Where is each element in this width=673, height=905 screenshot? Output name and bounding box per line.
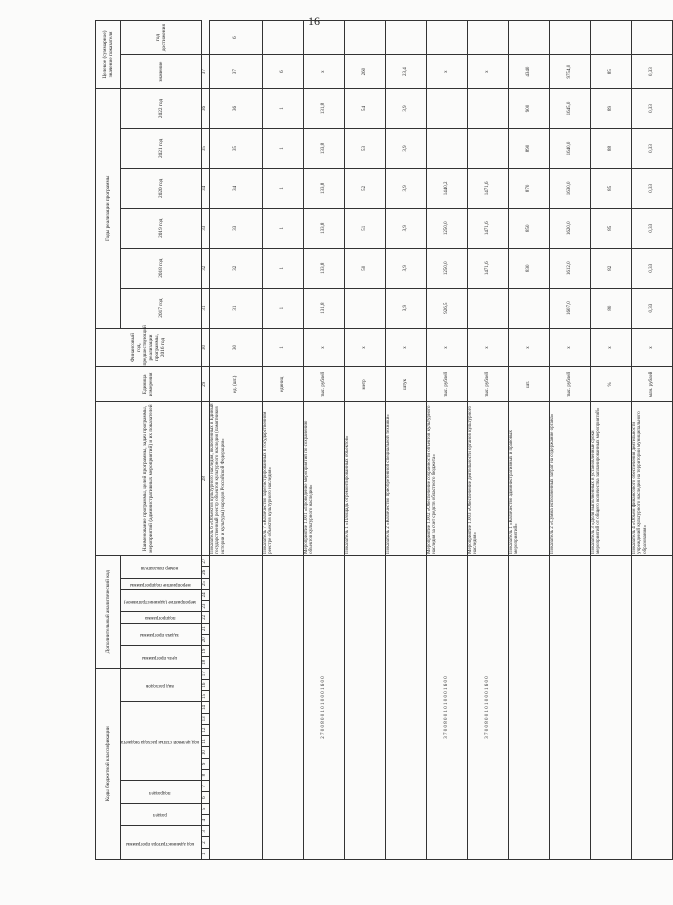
column-number: 8 bbox=[201, 770, 209, 781]
row-codes: 3 7 0 0 8 0 0 1 0 1 0 0 0 1 6 0 0 bbox=[426, 555, 467, 859]
row-target-year bbox=[631, 21, 672, 55]
row-unit: ед. (шт.) bbox=[209, 367, 262, 402]
column-number: 16 bbox=[201, 680, 209, 691]
row-year-value: 33 bbox=[209, 208, 262, 248]
row-year-value: 133,8 bbox=[303, 208, 344, 248]
row-target-year bbox=[262, 21, 303, 55]
row-year-value bbox=[426, 128, 467, 168]
column-number: 5 bbox=[201, 803, 209, 814]
row-year-value bbox=[426, 89, 467, 129]
column-number: 33 bbox=[201, 208, 209, 248]
row-name: Показатель 6 «Объектов культурного наследия, включенных в Единый государственный реестр объектов культурного наследия (памятников истории и культуры) народов Российской Федерации» bbox=[209, 402, 262, 556]
row-year-value: 0,33 bbox=[631, 128, 672, 168]
row-year-value: 3,9 bbox=[385, 288, 426, 328]
row-unit: тыс. рублей bbox=[549, 367, 590, 402]
row-target-value: 85 bbox=[590, 55, 631, 89]
table-row bbox=[344, 21, 385, 860]
row-base-value: х bbox=[590, 328, 631, 367]
row-year-value: 3,9 bbox=[385, 248, 426, 288]
years-group-header: Годы реализации программы bbox=[96, 89, 121, 329]
row-base-value: 1 bbox=[262, 328, 303, 367]
subprogram-event-header: мероприятие подпрограммы bbox=[129, 581, 191, 587]
row-year-value: 35 bbox=[209, 128, 262, 168]
column-number: 28 bbox=[201, 402, 209, 556]
unit-column-header: Единица измерения bbox=[96, 367, 202, 402]
row-unit: штук bbox=[385, 367, 426, 402]
column-number: 9 bbox=[201, 758, 209, 769]
column-number: 23 bbox=[201, 601, 209, 612]
row-target-year bbox=[549, 21, 590, 55]
row-year-value: 3,9 bbox=[385, 128, 426, 168]
row-codes: 3 7 0 0 8 0 0 1 0 1 0 0 0 1 6 0 0 bbox=[467, 555, 508, 859]
row-year-value bbox=[467, 288, 508, 328]
row-year-value: 1640,0 bbox=[549, 128, 590, 168]
target-year-header: год достижения bbox=[121, 21, 202, 55]
table-row bbox=[631, 21, 672, 860]
column-number: 37 bbox=[201, 55, 209, 89]
base-year-header: Финансовый год, предшествующий реализации программы, 2016 год bbox=[96, 328, 202, 367]
table-row bbox=[549, 21, 590, 860]
row-year-value: 54 bbox=[344, 89, 385, 129]
row-name: Показатель 1 «Количество административных и правовых мероприятий» bbox=[508, 402, 549, 556]
admin-event-header: мероприятие (административное) bbox=[123, 598, 196, 604]
name-column-header: Наименование программы, целей программы, задач программы, мероприятий (административных мероприятий) и их показателей bbox=[96, 402, 202, 556]
column-number: 10 bbox=[201, 747, 209, 758]
row-base-value: х bbox=[303, 328, 344, 367]
row-unit: единиц bbox=[262, 367, 303, 402]
row-codes: 2 7 0 0 8 0 0 1 0 1 0 0 0 1 6 0 0 bbox=[303, 555, 344, 859]
row-year-value: 1620,0 bbox=[549, 208, 590, 248]
row-year-value: 88 bbox=[590, 128, 631, 168]
row-year-value: 1471,6 bbox=[467, 168, 508, 208]
row-year-value: 3,9 bbox=[385, 208, 426, 248]
row-year-value: 1 bbox=[262, 128, 303, 168]
row-codes bbox=[385, 555, 426, 859]
row-year-value: 0,33 bbox=[631, 168, 672, 208]
goal-header: цель программы bbox=[142, 654, 178, 660]
program-indicators-table bbox=[95, 20, 673, 860]
row-year-value: 51 bbox=[344, 208, 385, 248]
row-base-value: х bbox=[631, 328, 672, 367]
row-year-value: 131,8 bbox=[303, 89, 344, 129]
row-year-value: 0,33 bbox=[631, 248, 672, 288]
table-row bbox=[262, 21, 303, 860]
row-name: Мероприятие 1.002 «Обеспечение сохранности объектов культурного наследия за счет средств областного бюджета» bbox=[426, 402, 467, 556]
column-number: 35 bbox=[201, 128, 209, 168]
row-year-value: 85 bbox=[590, 208, 631, 248]
row-year-value bbox=[344, 288, 385, 328]
row-target-year bbox=[508, 21, 549, 55]
row-year-value: 3,9 bbox=[385, 168, 426, 208]
row-unit: тыс. рублей bbox=[467, 367, 508, 402]
row-codes bbox=[262, 555, 303, 859]
admin-code-header: код администратора программы bbox=[125, 840, 194, 846]
row-target-year bbox=[467, 21, 508, 55]
row-year-value: 3,9 bbox=[385, 89, 426, 129]
column-number: 24 bbox=[201, 589, 209, 600]
row-base-value: х bbox=[467, 328, 508, 367]
row-year-value: 36 bbox=[209, 89, 262, 129]
column-number: 34 bbox=[201, 168, 209, 208]
column-numbers-row bbox=[201, 21, 209, 860]
column-number: 20 bbox=[201, 634, 209, 645]
rotated-table-wrapper bbox=[95, 20, 654, 860]
column-number: 27 bbox=[201, 555, 209, 566]
row-year-value: 53 bbox=[344, 128, 385, 168]
row-base-value: х bbox=[344, 328, 385, 367]
row-unit: тыс. рублей bbox=[303, 367, 344, 402]
row-unit: % bbox=[590, 367, 631, 402]
row-year-value: 1630,0 bbox=[549, 168, 590, 208]
row-year-value: 1 bbox=[262, 168, 303, 208]
table-row bbox=[467, 21, 508, 860]
row-year-value: 31 bbox=[209, 288, 262, 328]
row-year-value: 1250,0 bbox=[426, 208, 467, 248]
row-name: Показатель 7 «Количество зарегистрированных в государственном реестре объектов культурного наследия» bbox=[262, 402, 303, 556]
target-group-header: Целевое (суммарное) значение показателя bbox=[96, 21, 121, 89]
target-item-header: код целевой статьи расхода бюджета bbox=[121, 739, 199, 745]
column-number: 4 bbox=[201, 815, 209, 826]
column-number: 6 bbox=[201, 792, 209, 803]
expense-type-header: вид расходов bbox=[146, 683, 174, 689]
row-name: Показатель 1 «Площадь отремонтированных объектов» bbox=[344, 402, 385, 556]
column-number: 18 bbox=[201, 657, 209, 668]
row-year-value: 1250,0 bbox=[426, 248, 467, 288]
row-year-value: 1 bbox=[262, 248, 303, 288]
row-year-value: 133,8 bbox=[303, 168, 344, 208]
row-year-value: 0,33 bbox=[631, 89, 672, 129]
table-row bbox=[426, 21, 467, 860]
year-2021-header: 2021 год bbox=[121, 128, 202, 168]
column-number: 30 bbox=[201, 328, 209, 367]
column-number: 1 bbox=[201, 848, 209, 859]
row-target-value: 6 bbox=[262, 55, 303, 89]
row-codes bbox=[590, 555, 631, 859]
column-number: 15 bbox=[201, 691, 209, 702]
table-row bbox=[508, 21, 549, 860]
row-base-value: х bbox=[549, 328, 590, 367]
year-2019-header: 2019 год bbox=[121, 208, 202, 248]
row-year-value: 82 bbox=[590, 248, 631, 288]
row-codes bbox=[344, 555, 385, 859]
table-row bbox=[590, 21, 631, 860]
row-year-value: 850 bbox=[508, 208, 549, 248]
subprogram-header: подпрограмма bbox=[144, 615, 176, 621]
row-year-value: 926,5 bbox=[426, 288, 467, 328]
row-year-value: 1645,0 bbox=[549, 89, 590, 129]
section-header: раздел bbox=[152, 812, 167, 818]
column-number: 29 bbox=[201, 367, 209, 402]
table-row bbox=[209, 21, 262, 860]
column-number: 2 bbox=[201, 837, 209, 848]
row-year-value: 890 bbox=[508, 128, 549, 168]
row-target-value: 260 bbox=[344, 55, 385, 89]
row-target-year bbox=[385, 21, 426, 55]
additional-code-header: Дополнительный аналитический код bbox=[96, 555, 121, 668]
table-row bbox=[385, 21, 426, 860]
row-codes bbox=[508, 555, 549, 859]
target-value-header: значение bbox=[121, 55, 202, 89]
row-target-value: 37 bbox=[209, 55, 262, 89]
row-year-value: 1440,2 bbox=[426, 168, 467, 208]
row-name: Мероприятие 1.003 «Обеспечение деятельности органов культурного наследия» bbox=[467, 402, 508, 556]
page-number: 16 bbox=[308, 14, 320, 28]
year-2022-header: 2022 год bbox=[121, 89, 202, 129]
column-number: 36 bbox=[201, 89, 209, 129]
column-number: 12 bbox=[201, 725, 209, 736]
row-target-value: 4340 bbox=[508, 55, 549, 89]
row-year-value: 133,8 bbox=[303, 248, 344, 288]
row-year-value: 1471,6 bbox=[467, 248, 508, 288]
row-target-value: 23,4 bbox=[385, 55, 426, 89]
row-year-value: 1607,0 bbox=[549, 288, 590, 328]
row-base-value: х bbox=[508, 328, 549, 367]
row-name: Показатель 3 «Доля выполненных в установленные сроки мероприятий от общего количества запланированных мероприятий» bbox=[590, 402, 631, 556]
row-year-value: 0,33 bbox=[631, 208, 672, 248]
budget-codes-header: Коды бюджетной классификации bbox=[96, 668, 121, 859]
row-year-value: 1 bbox=[262, 89, 303, 129]
row-year-value: 34 bbox=[209, 168, 262, 208]
row-target-year bbox=[590, 21, 631, 55]
row-target-value: х bbox=[467, 55, 508, 89]
year-2017-header: 2017 год bbox=[121, 288, 202, 328]
year-2020-header: 2020 год bbox=[121, 168, 202, 208]
row-target-value: 9754,0 bbox=[549, 55, 590, 89]
row-year-value: 830 bbox=[508, 248, 549, 288]
column-number: 17 bbox=[201, 668, 209, 679]
row-name: Показатель 4 «Объем финансового обеспечения деятельности учреждений культурного наследия на территории муниципального образования» bbox=[631, 402, 672, 556]
column-number: 31 bbox=[201, 288, 209, 328]
row-year-value: 131,8 bbox=[303, 288, 344, 328]
row-year-value: 1471,6 bbox=[467, 208, 508, 248]
column-number: 19 bbox=[201, 646, 209, 657]
column-number: 26 bbox=[201, 567, 209, 578]
row-base-value: х bbox=[426, 328, 467, 367]
column-number: 25 bbox=[201, 578, 209, 589]
row-year-value: 1 bbox=[262, 288, 303, 328]
column-number: 11 bbox=[201, 736, 209, 747]
column-number: 21 bbox=[201, 623, 209, 634]
row-base-value: х bbox=[385, 328, 426, 367]
column-number: 14 bbox=[201, 702, 209, 713]
row-target-year bbox=[344, 21, 385, 55]
row-unit: шт. bbox=[508, 367, 549, 402]
row-target-year: 6 bbox=[209, 21, 262, 55]
table-body bbox=[209, 21, 672, 860]
row-year-value: 1612,0 bbox=[549, 248, 590, 288]
row-year-value: 89 bbox=[590, 89, 631, 129]
task-header: задача программы bbox=[140, 632, 180, 638]
row-name: Показатель 2 «Сумма исполненных затрат на содержание органа» bbox=[549, 402, 590, 556]
row-target-value: х bbox=[303, 55, 344, 89]
row-year-value: 85 bbox=[590, 168, 631, 208]
column-number: 32 bbox=[201, 248, 209, 288]
row-target-year bbox=[303, 21, 344, 55]
column-number: 3 bbox=[201, 826, 209, 837]
subsection-header: подраздел bbox=[149, 790, 171, 795]
row-target-value: х bbox=[426, 55, 467, 89]
row-codes bbox=[631, 555, 672, 859]
row-target-value: 0,33 bbox=[631, 55, 672, 89]
row-codes bbox=[549, 555, 590, 859]
row-base-value: 30 bbox=[209, 328, 262, 367]
row-year-value bbox=[467, 128, 508, 168]
row-year-value: 0,33 bbox=[631, 288, 672, 328]
table-row bbox=[303, 21, 344, 860]
row-name: Мероприятие 1.001 «Проведение мероприятий по сохранению объектов культурного наследия» bbox=[303, 402, 344, 556]
indicator-number-header: номер показателя bbox=[141, 564, 179, 570]
row-year-value: 52 bbox=[344, 168, 385, 208]
row-year-value: 1 bbox=[262, 208, 303, 248]
row-year-value bbox=[467, 89, 508, 129]
row-year-value bbox=[508, 288, 549, 328]
row-target-year bbox=[426, 21, 467, 55]
row-year-value: 870 bbox=[508, 168, 549, 208]
row-unit: тыс. рублей bbox=[426, 367, 467, 402]
row-year-value: 133,8 bbox=[303, 128, 344, 168]
row-unit: метр bbox=[344, 367, 385, 402]
column-number: 13 bbox=[201, 713, 209, 724]
row-codes bbox=[209, 555, 262, 859]
row-name: Показатель 2 «Количество приобретенной специальной техники» bbox=[385, 402, 426, 556]
row-unit: млн. рублей bbox=[631, 367, 672, 402]
column-number: 7 bbox=[201, 781, 209, 792]
row-year-value: 80 bbox=[590, 288, 631, 328]
year-2018-header: 2018 год bbox=[121, 248, 202, 288]
row-year-value: 900 bbox=[508, 89, 549, 129]
row-year-value: 50 bbox=[344, 248, 385, 288]
column-number: 22 bbox=[201, 612, 209, 623]
row-year-value: 32 bbox=[209, 248, 262, 288]
